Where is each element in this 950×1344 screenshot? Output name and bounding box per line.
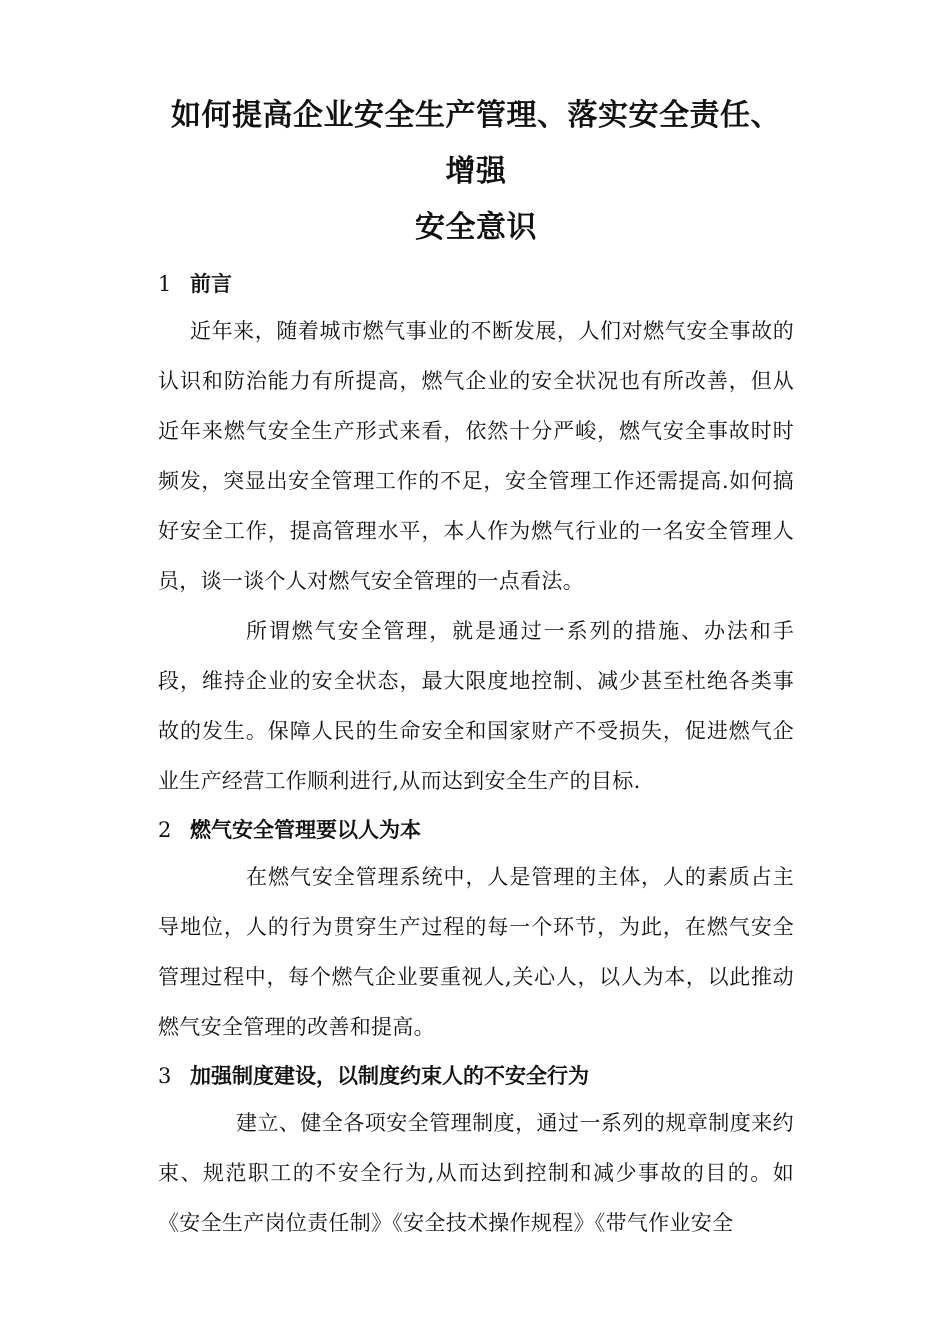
- paragraph: 近年来，随着城市燃气事业的不断发展，人们对燃气安全事故的认识和防治能力有所提高，燃气企业的安全状况也有所改善，但从近年来燃气安全生产形式来看，依然十分严峻，燃气安全事故时时频发，突显出安全管理工作的不足，安全管理工作还需提高.如何搞好安全工作，提高管理水平，本人作为燃气行业的一名安全管理人员，谈一谈个人对燃气安全管理的一点看法。: [158, 319, 794, 593]
- section-number: 3: [158, 1064, 172, 1088]
- section-title: 前言: [190, 271, 232, 296]
- paragraph: 所谓燃气安全管理，就是通过一系列的措施、办法和手段，维持企业的安全状态，最大限度地控制、减少甚至杜绝各类事故的发生。保障人民的生命安全和国家财产不受损失，促进燃气企业生产经营工作顺利进行,从而达到安全生产的目标.: [158, 619, 794, 793]
- section-title: 加强制度建设，以制度约束人的不安全行为: [190, 1063, 589, 1088]
- section-heading-2: [158, 808, 794, 852]
- section-number: 1: [158, 272, 172, 296]
- section-heading-1: [158, 262, 794, 306]
- title-line-2: 安全意识: [415, 210, 537, 245]
- section-number: 2: [158, 818, 172, 842]
- document-title: [158, 88, 794, 256]
- section-title: 燃气安全管理要以人为本: [190, 817, 421, 842]
- paragraph: 在燃气安全管理系统中，人是管理的主体，人的素质占主导地位，人的行为贯穿生产过程的每一个环节，为此，在燃气安全管理过程中，每个燃气企业要重视人,关心人，以人为本，以此推动燃气安全管理的改善和提高。: [158, 865, 794, 1039]
- paragraph: 建立、健全各项安全管理制度，通过一系列的规章制度来约束、规范职工的不安全行为,从而达到控制和减少事故的目的。如《安全生产岗位责任制》《安全技术操作规程》《带气作业安全: [158, 1111, 794, 1235]
- title-line-1: 如何提高企业安全生产管理、落实安全责任、增强: [171, 98, 781, 189]
- document-body: [158, 88, 794, 1248]
- section-heading-3: [158, 1054, 794, 1098]
